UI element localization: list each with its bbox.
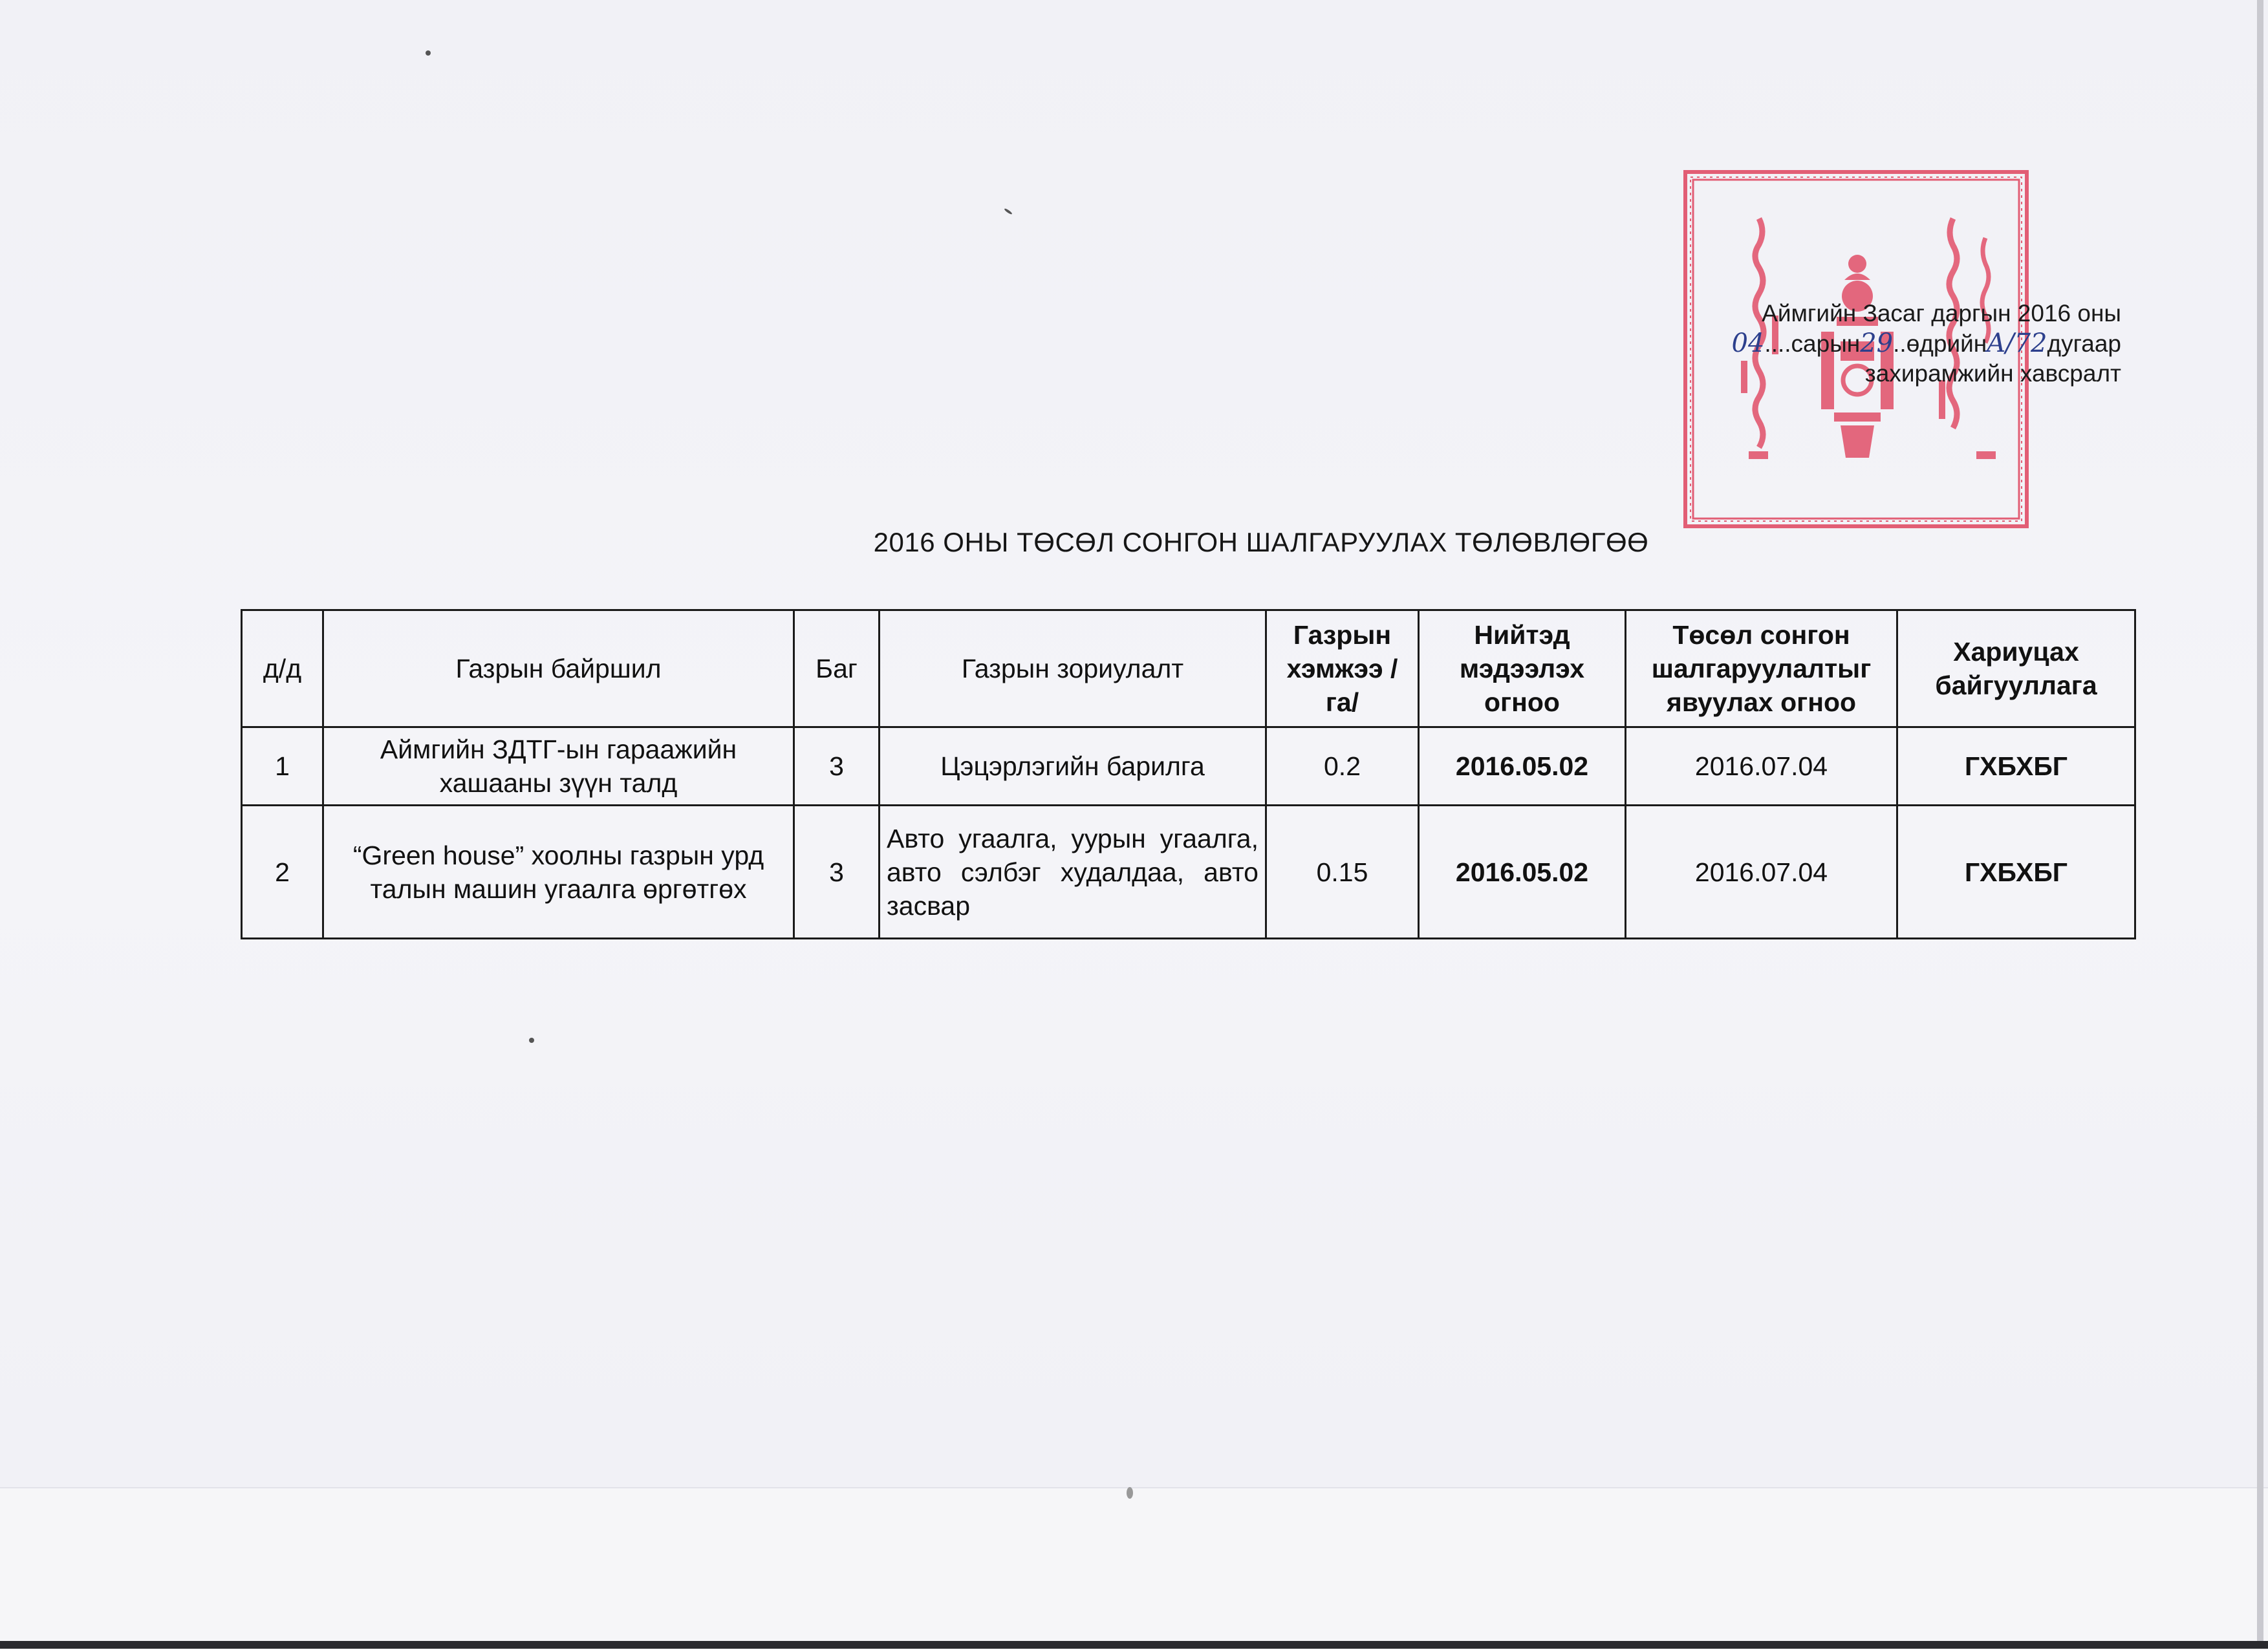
cell-announce-date: 2016.05.02 (1419, 727, 1626, 806)
scan-speck (426, 50, 431, 56)
annex-note (1656, 299, 2121, 389)
handwritten-month: 04 (1731, 328, 1765, 358)
scan-speck (529, 1038, 534, 1043)
header-cell-area: Газрын хэмжээ /га/ (1266, 610, 1419, 727)
handwritten-day: 29 (1860, 328, 1894, 358)
scan-bottom-band (0, 1487, 2268, 1650)
cell-bag: 3 (794, 806, 880, 939)
cell-selection-date: 2016.07.04 (1626, 727, 1897, 806)
header-cell-selection-date: Төсөл сонгон шалгаруулалтыг явуулах огноо (1626, 610, 1897, 727)
annex-line-1: Аймгийн Засаг даргын 2016 оны (1762, 300, 2121, 327)
annex-text-month-label: ....сарын (1764, 330, 1861, 357)
cell-purpose: Авто угаалга, уурын угаалга, авто сэлбэг худалдаа, авто засвар (880, 806, 1266, 939)
cell-bag: 3 (794, 727, 880, 806)
cell-announce-date: 2016.05.02 (1419, 806, 1626, 939)
header-cell-announce-date: Нийтэд мэдээлэх огноо (1419, 610, 1626, 727)
header-cell-location: Газрын байршил (323, 610, 794, 727)
cell-selection-date: 2016.07.04 (1626, 806, 1897, 939)
annex-text-day-label: ..өдрийн (1893, 330, 1987, 357)
scan-speck (1127, 1487, 1133, 1499)
header-cell-purpose: Газрын зориулалт (880, 610, 1266, 727)
header-cell-bag: Баг (794, 610, 880, 727)
scan-bottom-edge (0, 1641, 2268, 1649)
annex-line-3: захирамжийн хавсралт (1864, 360, 2121, 387)
scan-right-edge (2257, 0, 2263, 1649)
table-row (242, 806, 2135, 939)
cell-location: “Green house” хоолны газрын урд талын машин угаалга өргөтгөх (323, 806, 794, 939)
cell-area: 0.15 (1266, 806, 1419, 939)
table-header-row (242, 610, 2135, 727)
cell-location: Аймгийн ЗДТГ-ын гараажийн хашааны зүүн талд (323, 727, 794, 806)
selection-plan-table (241, 609, 2136, 939)
annex-line-2 (1656, 328, 2121, 359)
table-row (242, 727, 2135, 806)
cell-no: 2 (242, 806, 323, 939)
handwritten-number: A/72 (1987, 328, 2047, 358)
cell-org: ГХБХБГ (1897, 727, 2135, 806)
header-cell-no: д/д (242, 610, 323, 727)
cell-no: 1 (242, 727, 323, 806)
cell-purpose: Цэцэрлэгийн барилга (880, 727, 1266, 806)
page-title: 2016 ОНЫ ТӨСӨЛ СОНГОН ШАЛГАРУУЛАХ ТӨЛӨВЛӨГӨӨ (873, 527, 1649, 557)
annex-text-number-label: дугаар (2047, 330, 2121, 357)
cell-area: 0.2 (1266, 727, 1419, 806)
cell-org: ГХБХБГ (1897, 806, 2135, 939)
header-cell-org: Хариуцах байгууллага (1897, 610, 2135, 727)
